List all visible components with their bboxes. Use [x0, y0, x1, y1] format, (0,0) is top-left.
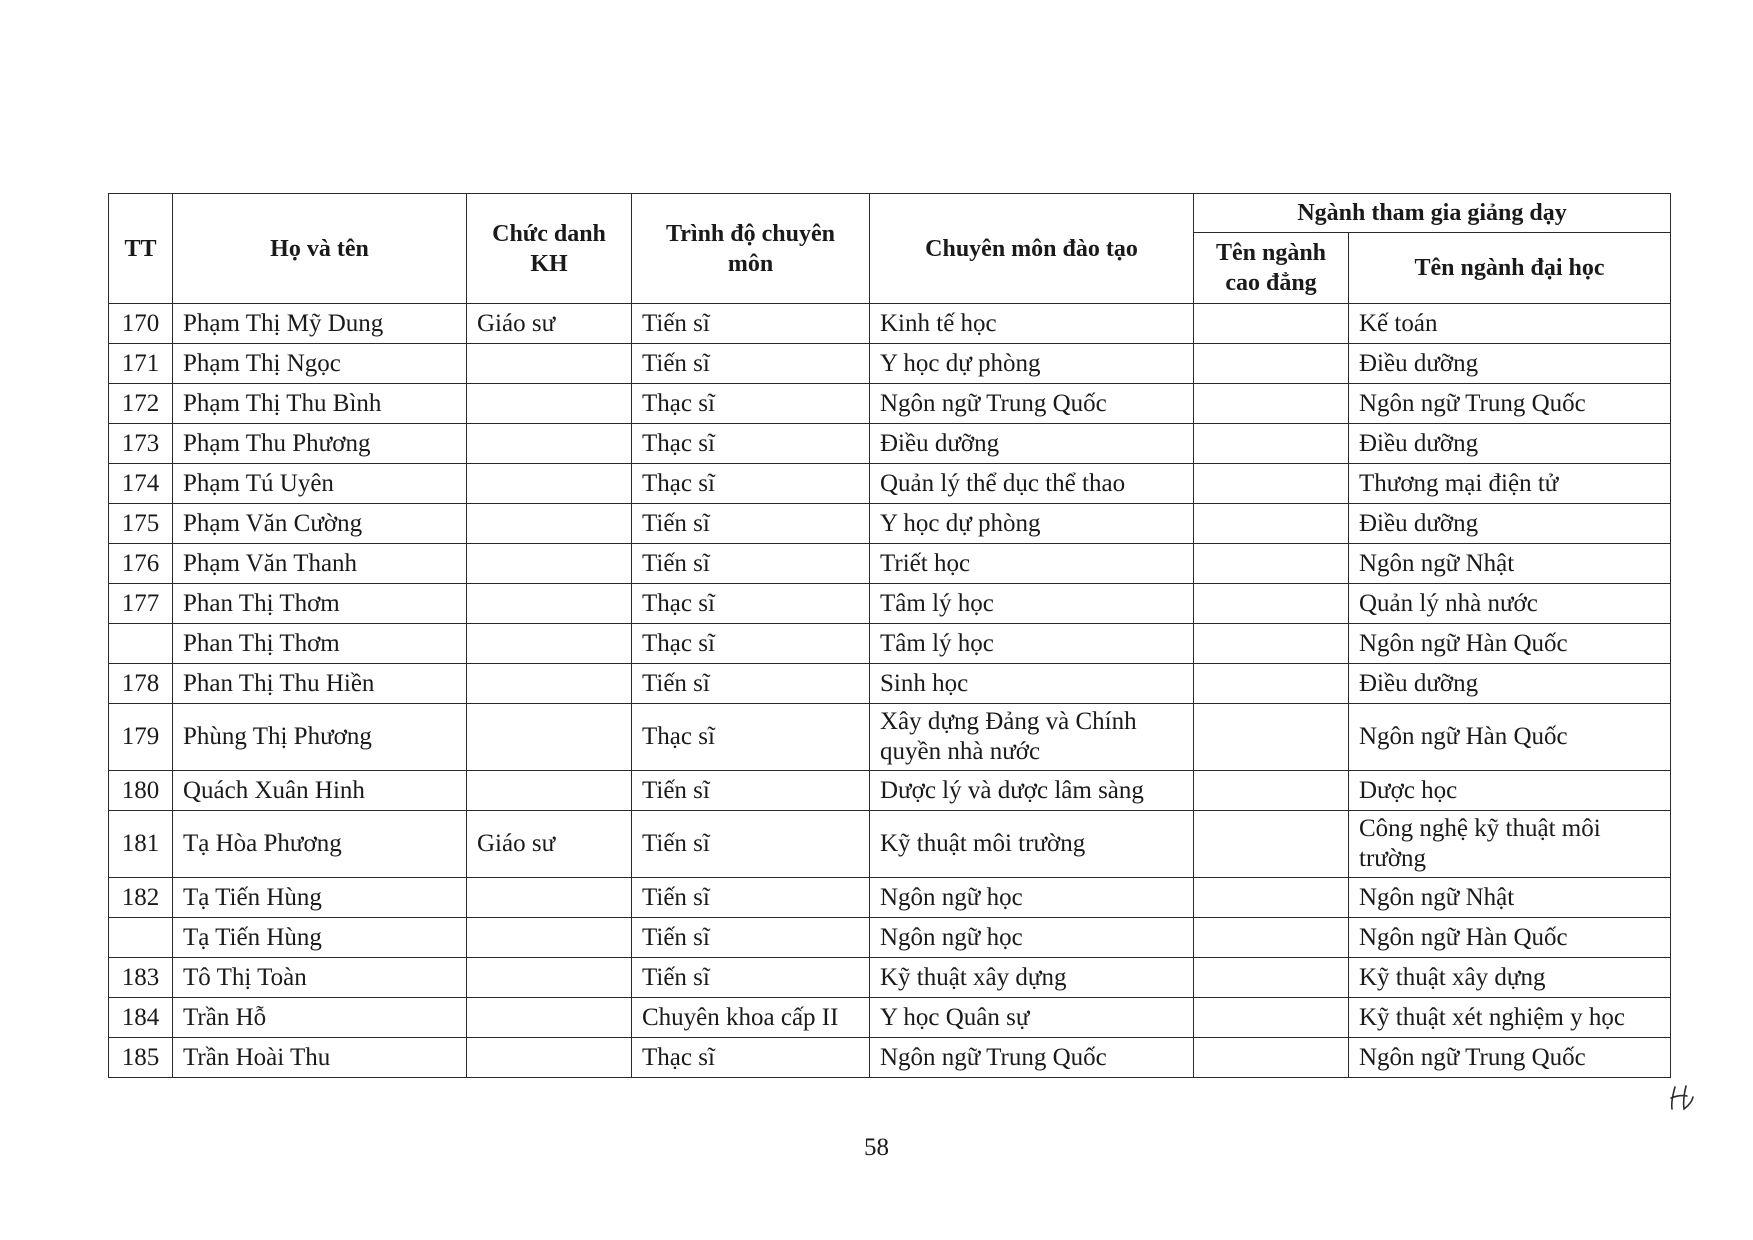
- cell-name: Phạm Thị Mỹ Dung: [173, 304, 467, 344]
- cell-name: Phạm Thu Phương: [173, 424, 467, 464]
- cell-university: Điều dưỡng: [1349, 424, 1671, 464]
- cell-tt: 182: [109, 878, 173, 918]
- table-row: [109, 918, 1671, 958]
- table-row: [109, 584, 1671, 624]
- cell-name: Phùng Thị Phương: [173, 704, 467, 771]
- cell-university: Công nghệ kỹ thuật môi trường: [1349, 811, 1671, 878]
- cell-university: Kỹ thuật xét nghiệm y học: [1349, 998, 1671, 1038]
- cell-title: [467, 424, 632, 464]
- cell-name: Phạm Thị Ngọc: [173, 344, 467, 384]
- cell-university: Kế toán: [1349, 304, 1671, 344]
- cell-level: Tiến sĩ: [632, 958, 870, 998]
- cell-name: Trần Hoài Thu: [173, 1038, 467, 1078]
- cell-specialty: Triết học: [870, 544, 1194, 584]
- cell-level: Thạc sĩ: [632, 384, 870, 424]
- header-college: Tên ngành cao đẳng: [1194, 233, 1349, 304]
- cell-university: Thương mại điện tử: [1349, 464, 1671, 504]
- cell-name: Tạ Tiến Hùng: [173, 918, 467, 958]
- cell-college: [1194, 878, 1349, 918]
- table-row: [109, 771, 1671, 811]
- cell-college: [1194, 771, 1349, 811]
- table-row: [109, 464, 1671, 504]
- cell-university: Điều dưỡng: [1349, 664, 1671, 704]
- cell-tt: 185: [109, 1038, 173, 1078]
- cell-name: Phạm Tú Uyên: [173, 464, 467, 504]
- cell-title: [467, 504, 632, 544]
- cell-tt: 181: [109, 811, 173, 878]
- cell-tt: 171: [109, 344, 173, 384]
- cell-title: [467, 918, 632, 958]
- cell-title: [467, 1038, 632, 1078]
- table-row: [109, 344, 1671, 384]
- header-title: Chức danh KH: [467, 194, 632, 304]
- cell-level: Thạc sĩ: [632, 584, 870, 624]
- header-specialty: Chuyên môn đào tạo: [870, 194, 1194, 304]
- cell-university: Dược học: [1349, 771, 1671, 811]
- cell-tt: 170: [109, 304, 173, 344]
- cell-tt: 180: [109, 771, 173, 811]
- cell-level: Tiến sĩ: [632, 878, 870, 918]
- header-university: Tên ngành đại học: [1349, 233, 1671, 304]
- cell-specialty: Y học dự phòng: [870, 344, 1194, 384]
- cell-tt: 173: [109, 424, 173, 464]
- cell-tt: 178: [109, 664, 173, 704]
- cell-name: Tạ Tiến Hùng: [173, 878, 467, 918]
- cell-university: Ngôn ngữ Hàn Quốc: [1349, 624, 1671, 664]
- cell-specialty: Tâm lý học: [870, 584, 1194, 624]
- cell-level: Tiến sĩ: [632, 344, 870, 384]
- cell-tt: 172: [109, 384, 173, 424]
- cell-specialty: Dược lý và dược lâm sàng: [870, 771, 1194, 811]
- table-row: [109, 304, 1671, 344]
- cell-title: [467, 464, 632, 504]
- cell-tt: 177: [109, 584, 173, 624]
- header-level: Trình độ chuyên môn: [632, 194, 870, 304]
- cell-tt: 179: [109, 704, 173, 771]
- cell-tt: 176: [109, 544, 173, 584]
- cell-title: [467, 998, 632, 1038]
- cell-college: [1194, 624, 1349, 664]
- table-row: [109, 544, 1671, 584]
- cell-level: Chuyên khoa cấp II: [632, 998, 870, 1038]
- cell-title: [467, 584, 632, 624]
- table-header: [109, 194, 1671, 304]
- cell-title: [467, 344, 632, 384]
- cell-university: Ngôn ngữ Nhật: [1349, 544, 1671, 584]
- cell-specialty: Kỹ thuật môi trường: [870, 811, 1194, 878]
- cell-level: Tiến sĩ: [632, 664, 870, 704]
- cell-tt: 184: [109, 998, 173, 1038]
- cell-name: Phạm Thị Thu Bình: [173, 384, 467, 424]
- cell-name: Phạm Văn Thanh: [173, 544, 467, 584]
- cell-university: Ngôn ngữ Trung Quốc: [1349, 384, 1671, 424]
- page-number: 58: [864, 1134, 889, 1161]
- cell-level: Thạc sĩ: [632, 704, 870, 771]
- table-row: [109, 958, 1671, 998]
- cell-name: Phan Thị Thơm: [173, 624, 467, 664]
- cell-title: Giáo sư: [467, 304, 632, 344]
- cell-college: [1194, 344, 1349, 384]
- cell-college: [1194, 918, 1349, 958]
- cell-college: [1194, 384, 1349, 424]
- table-row: [109, 424, 1671, 464]
- cell-specialty: Kỹ thuật xây dựng: [870, 958, 1194, 998]
- cell-university: Điều dưỡng: [1349, 504, 1671, 544]
- cell-university: Ngôn ngữ Hàn Quốc: [1349, 918, 1671, 958]
- cell-name: Phạm Văn Cường: [173, 504, 467, 544]
- table-row: [109, 998, 1671, 1038]
- staff-table: [108, 193, 1671, 1078]
- cell-specialty: Y học Quân sự: [870, 998, 1194, 1038]
- cell-specialty: Ngôn ngữ học: [870, 878, 1194, 918]
- table-row: [109, 704, 1671, 771]
- cell-college: [1194, 664, 1349, 704]
- cell-specialty: Ngôn ngữ Trung Quốc: [870, 384, 1194, 424]
- cell-tt: 174: [109, 464, 173, 504]
- cell-college: [1194, 1038, 1349, 1078]
- cell-specialty: Điều dưỡng: [870, 424, 1194, 464]
- cell-university: Ngôn ngữ Hàn Quốc: [1349, 704, 1671, 771]
- cell-university: Kỹ thuật xây dựng: [1349, 958, 1671, 998]
- cell-college: [1194, 704, 1349, 771]
- cell-title: [467, 664, 632, 704]
- cell-name: Trần Hỗ: [173, 998, 467, 1038]
- cell-college: [1194, 544, 1349, 584]
- cell-title: [467, 958, 632, 998]
- cell-title: [467, 704, 632, 771]
- cell-specialty: Kinh tế học: [870, 304, 1194, 344]
- cell-specialty: Y học dự phòng: [870, 504, 1194, 544]
- header-tt: TT: [109, 194, 173, 304]
- cell-level: Thạc sĩ: [632, 1038, 870, 1078]
- cell-college: [1194, 504, 1349, 544]
- cell-level: Thạc sĩ: [632, 424, 870, 464]
- cell-level: Tiến sĩ: [632, 811, 870, 878]
- cell-college: [1194, 464, 1349, 504]
- table-row: [109, 878, 1671, 918]
- cell-specialty: Xây dựng Đảng và Chính quyền nhà nước: [870, 704, 1194, 771]
- cell-level: Tiến sĩ: [632, 304, 870, 344]
- cell-level: Tiến sĩ: [632, 544, 870, 584]
- cell-level: Thạc sĩ: [632, 624, 870, 664]
- cell-specialty: Ngôn ngữ học: [870, 918, 1194, 958]
- cell-level: Tiến sĩ: [632, 771, 870, 811]
- table-row: [109, 504, 1671, 544]
- cell-college: [1194, 304, 1349, 344]
- cell-specialty: Quản lý thể dục thể thao: [870, 464, 1194, 504]
- cell-university: Ngôn ngữ Nhật: [1349, 878, 1671, 918]
- cell-college: [1194, 998, 1349, 1038]
- cell-title: [467, 544, 632, 584]
- table-row: [109, 664, 1671, 704]
- cell-title: [467, 624, 632, 664]
- cell-specialty: Ngôn ngữ Trung Quốc: [870, 1038, 1194, 1078]
- cell-tt: [109, 624, 173, 664]
- cell-title: [467, 878, 632, 918]
- cell-level: Tiến sĩ: [632, 504, 870, 544]
- table-row: [109, 384, 1671, 424]
- cell-name: Quách Xuân Hinh: [173, 771, 467, 811]
- cell-specialty: Tâm lý học: [870, 624, 1194, 664]
- cell-college: [1194, 424, 1349, 464]
- cell-name: Phan Thị Thơm: [173, 584, 467, 624]
- cell-title: Giáo sư: [467, 811, 632, 878]
- cell-university: Ngôn ngữ Trung Quốc: [1349, 1038, 1671, 1078]
- cell-university: Điều dưỡng: [1349, 344, 1671, 384]
- cell-university: Quản lý nhà nước: [1349, 584, 1671, 624]
- table-body: [109, 304, 1671, 1078]
- cell-college: [1194, 811, 1349, 878]
- cell-specialty: Sinh học: [870, 664, 1194, 704]
- cell-tt: [109, 918, 173, 958]
- cell-title: [467, 771, 632, 811]
- cell-name: Phan Thị Thu Hiền: [173, 664, 467, 704]
- header-name: Họ và tên: [173, 194, 467, 304]
- table-row: [109, 1038, 1671, 1078]
- cell-level: Tiến sĩ: [632, 918, 870, 958]
- table-row: [109, 811, 1671, 878]
- header-teaching-group: Ngành tham gia giảng dạy: [1194, 194, 1671, 233]
- cell-tt: 175: [109, 504, 173, 544]
- cell-college: [1194, 584, 1349, 624]
- table-row: [109, 624, 1671, 664]
- cell-level: Thạc sĩ: [632, 464, 870, 504]
- cell-tt: 183: [109, 958, 173, 998]
- cell-name: Tạ Hòa Phương: [173, 811, 467, 878]
- cell-title: [467, 384, 632, 424]
- handwritten-initials: [1662, 1082, 1702, 1112]
- cell-name: Tô Thị Toàn: [173, 958, 467, 998]
- cell-college: [1194, 958, 1349, 998]
